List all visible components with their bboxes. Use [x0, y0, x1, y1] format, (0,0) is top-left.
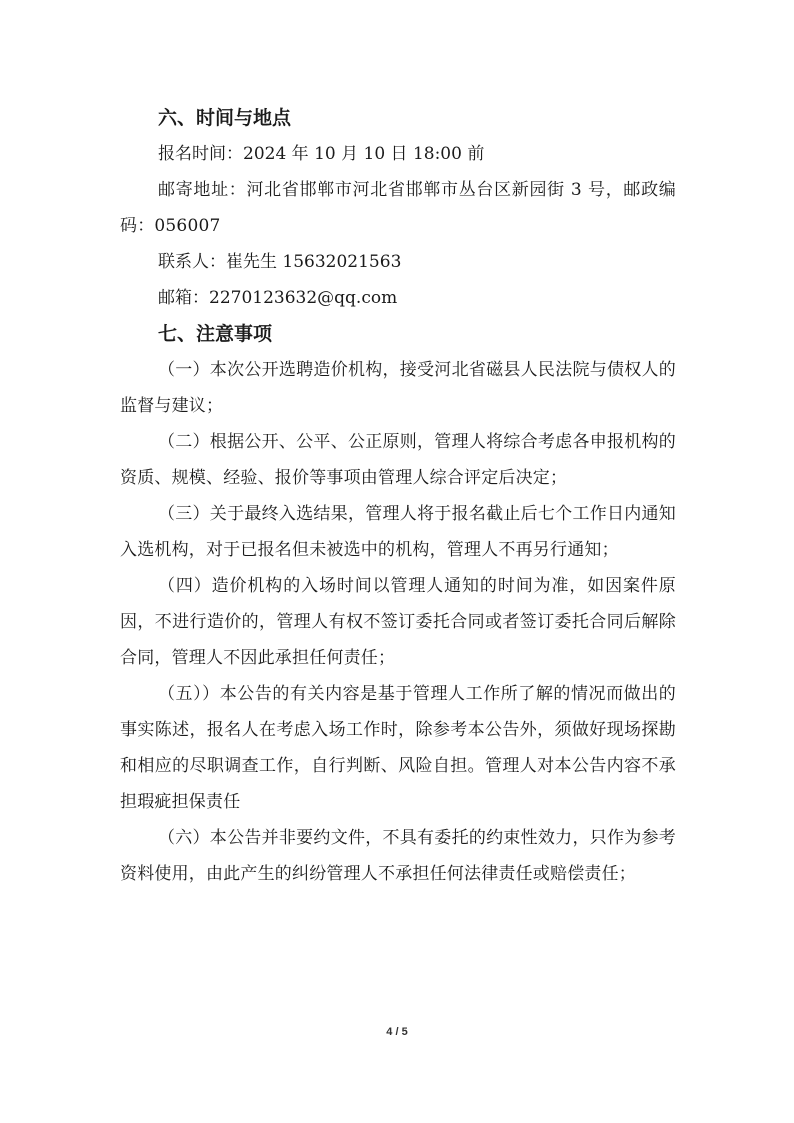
- email-line: 邮箱：2270123632@qq.com: [158, 288, 398, 308]
- notice-item-6: （六）本公告并非要约文件，不具有委托的约束性效力，只作为参考资料使用，由此产生的纠纷管理人不承担任何法律责任或赔偿责任；: [120, 828, 676, 884]
- page-number: 4 / 5: [386, 1026, 408, 1038]
- section-7-heading: 七、注意事项: [158, 323, 273, 345]
- document-body: [120, 100, 676, 892]
- contact-line: 联系人：崔先生 15632021563: [158, 252, 402, 272]
- notice-item-4: （四）造价机构的入场时间以管理人通知的时间为准，如因案件原因，不进行造价的，管理人有权不签订委托合同或者签订委托合同后解除合同，管理人不因此承担任何责任；: [120, 576, 676, 668]
- signup-time-line: 报名时间：2024 年 10 月 10 日 18:00 前: [158, 144, 485, 164]
- notice-item-3: （三）关于最终入选结果，管理人将于报名截止后七个工作日内通知入选机构，对于已报名但未被选中的机构，管理人不再另行通知；: [120, 504, 676, 560]
- notice-item-2: （二）根据公开、公平、公正原则，管理人将综合考虑各申报机构的资质、规模、经验、报价等事项由管理人综合评定后决定；: [120, 432, 676, 488]
- section-6-heading: 六、时间与地点: [158, 107, 292, 129]
- mail-address-paragraph: 邮寄地址：河北省邯郸市河北省邯郸市丛台区新园街 3 号，邮政编码：056007: [120, 180, 676, 236]
- notice-item-1: （一）本次公开选聘造价机构，接受河北省磁县人民法院与债权人的监督与建议；: [120, 360, 676, 416]
- notice-item-5: （五））本公告的有关内容是基于管理人工作所了解的情况而做出的事实陈述，报名人在考虑入场工作时，除参考本公告外，须做好现场探勘和相应的尽职调查工作，自行判断、风险自担。管理人对本公告内容不承担瑕疵担保责任: [120, 684, 676, 812]
